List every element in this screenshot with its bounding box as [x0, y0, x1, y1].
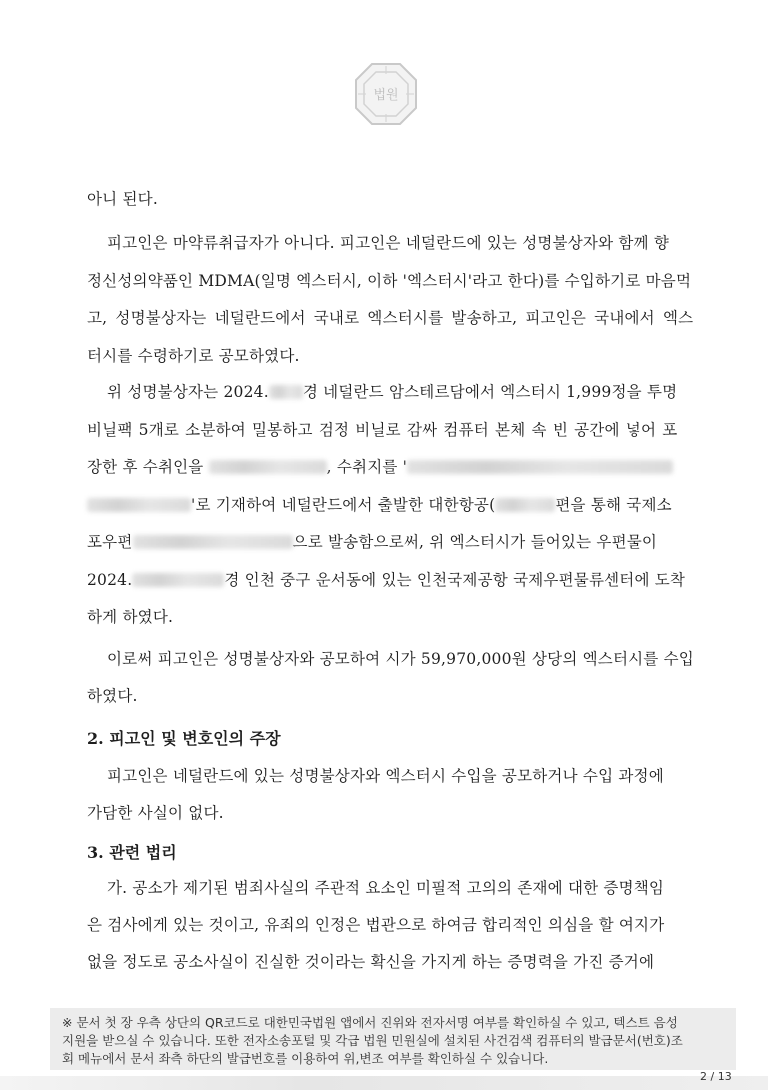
- body-line: 하게 하였다.: [87, 608, 174, 626]
- body-line: 포우편 으로 발송함으로써, 위 엑스터시가 들어있는 우편물이: [87, 533, 658, 551]
- body-line: 은 검사에게 있는 것이고, 유죄의 인정은 법관으로 하여금 합리적인 의심을 할 여지가: [87, 916, 665, 934]
- redacted-date: [269, 385, 303, 399]
- body-line: 가담한 사실이 없다.: [87, 804, 224, 822]
- bottom-strip: [0, 1076, 768, 1090]
- redacted-address: [407, 460, 673, 474]
- body-line: 없을 정도로 공소사실이 진실한 것이라는 확신을 가지게 하는 증명력을 가진 증거에: [87, 953, 655, 971]
- redacted-parcel-number: [133, 535, 293, 549]
- body-line: 장한 후 수취인을 , 수취지를 ': [87, 455, 673, 477]
- page-number: 2 / 13: [700, 1070, 732, 1083]
- body-line: 고, 성명불상자는 네덜란드에서 국내로 엑스터시를 발송하고, 피고인은 국내에서 엑스: [87, 309, 694, 327]
- court-seal-icon: [352, 60, 420, 128]
- body-line: 비닐팩 5개로 소분하여 밀봉하고 검정 비닐로 감싸 컴퓨터 본체 속 빈 공간에 넣어 포: [87, 421, 678, 439]
- body-line: 이로써 피고인은 성명불상자와 공모하여 시가 59,970,000원 상당의 엑스터시를 수입: [107, 650, 694, 668]
- body-line: 가. 공소가 제기된 범죄사실의 주관적 요소인 미필적 고의의 존재에 대한 증명책임: [107, 879, 665, 897]
- body-line: 2024. 경 인천 중구 운서동에 있는 인천국제공항 국제우편물류센터에 도착: [87, 571, 686, 589]
- section-heading: 3. 관련 법리: [87, 843, 177, 862]
- body-line: 터시를 수령하기로 공모하였다.: [87, 347, 300, 365]
- footer-notice-line: ※ 문서 첫 장 우측 상단의 QR코드로 대한민국법원 앱에서 진위와 전자서명 여부를 확인하실 수 있고, 텍스트 음성: [62, 1015, 678, 1030]
- body-line: 정신성의약품인 MDMA(일명 엑스터시, 이하 '엑스터시'라고 한다)를 수입하기로 마음먹: [87, 272, 692, 290]
- redacted-date: [132, 573, 224, 587]
- section-heading: 2. 피고인 및 변호인의 주장: [87, 729, 281, 748]
- redacted-recipient: [209, 460, 327, 474]
- seal-text: 법원: [373, 88, 399, 103]
- redacted-flight: [495, 498, 555, 512]
- body-line: 아니 된다.: [87, 190, 158, 208]
- body-line: 피고인은 마약류취급자가 아니다. 피고인은 네덜란드에 있는 성명불상자와 함께 향: [107, 234, 670, 252]
- footer-notice-line: 회 메뉴에서 문서 좌측 하단의 발급번호를 이용하여 위,변조 여부를 확인하실 수 있습니다.: [62, 1051, 549, 1066]
- body-line: '로 기재하여 네덜란드에서 출발한 대한항공( 편을 통해 국제소: [87, 493, 672, 515]
- redacted-address-cont: [87, 498, 191, 512]
- body-line: 피고인은 네덜란드에 있는 성명불상자와 엑스터시 수입을 공모하거나 수입 과정에: [107, 767, 664, 785]
- body-line: 위 성명불상자는 2024. 경 네덜란드 암스테르담에서 엑스터시 1,999정을 투명: [107, 383, 678, 401]
- body-line: 하였다.: [87, 687, 138, 705]
- footer-notice-line: 지원을 받으실 수 있습니다. 또한 전자소송포털 및 각급 법원 민원실에 설치된 사건검색 컴퓨터의 발급문서(번호)조: [62, 1033, 683, 1048]
